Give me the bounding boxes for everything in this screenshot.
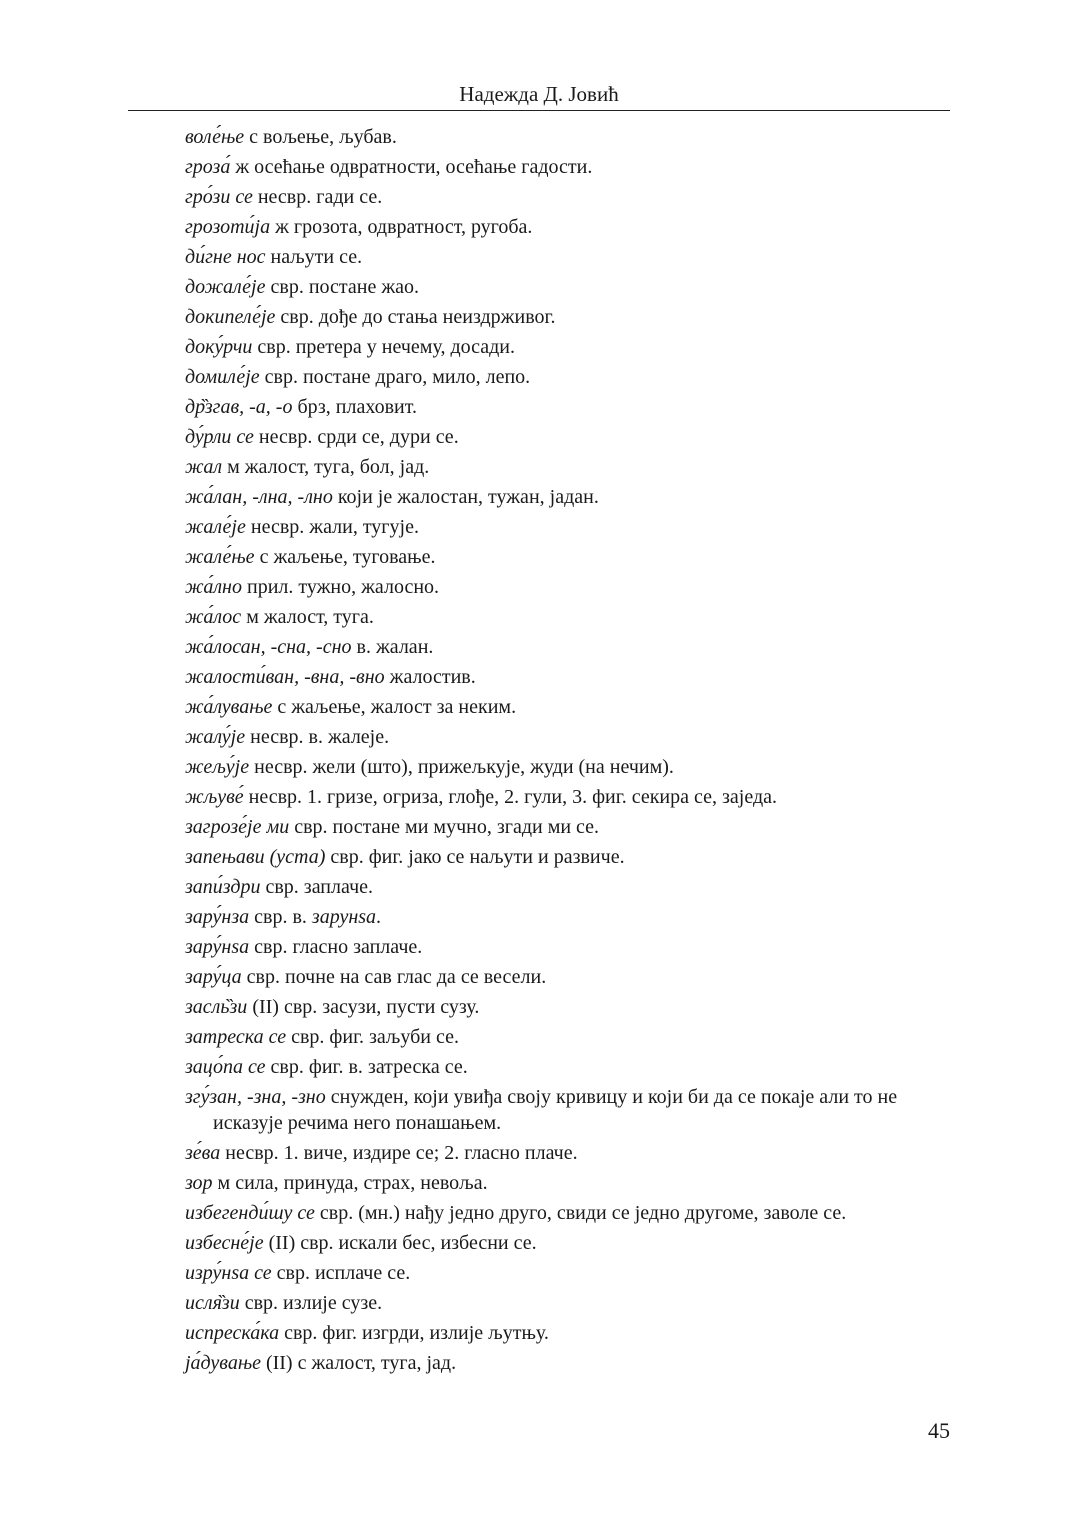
entry-headword: загрозе́је ми bbox=[185, 816, 290, 838]
entry-definition: свр. в. bbox=[249, 906, 312, 928]
dictionary-entries bbox=[185, 122, 960, 1378]
entry-headword: зару́нза bbox=[185, 906, 250, 928]
entry-headword: запи́здри bbox=[185, 876, 261, 898]
entry-headword: жа́лосан, -сна, -сно bbox=[185, 636, 352, 658]
dictionary-entry bbox=[185, 1198, 960, 1228]
entry-definition: свр. постане драго, мило, лепо. bbox=[259, 366, 531, 388]
dictionary-entry bbox=[185, 962, 960, 992]
dictionary-entry bbox=[185, 692, 960, 722]
entry-definition: несвр. срди се, дури се. bbox=[253, 426, 459, 448]
dictionary-entry bbox=[185, 722, 960, 752]
entry-headword: жале́ње bbox=[185, 546, 255, 568]
dictionary-entry bbox=[185, 1348, 960, 1378]
dictionary-entry bbox=[185, 512, 960, 542]
entry-definition: свр. постане жао. bbox=[265, 276, 420, 298]
entry-definition: ж грозота, одвратност, ругоба. bbox=[270, 216, 533, 238]
entry-headword: испреска́ка bbox=[185, 1322, 280, 1344]
entry-definition: ж осећање одвратности, осећање гадости. bbox=[230, 156, 593, 178]
entry-headword: зор bbox=[185, 1172, 213, 1194]
entry-headword: згу́зан, -зна, -зно bbox=[185, 1086, 326, 1108]
dictionary-entry bbox=[185, 272, 960, 302]
dictionary-entry bbox=[185, 872, 960, 902]
entry-headword: изру́нѕа се bbox=[185, 1262, 272, 1284]
entry-definition: свр. (мн.) нађу једно друго, свиди се једно другоме, заволе се. bbox=[314, 1202, 847, 1224]
entry-headword: запењави (уста) bbox=[185, 846, 326, 868]
entry-definition: (II) свр. засузи, пусти сузу. bbox=[247, 996, 480, 1018]
entry-headword: зацо́па се bbox=[185, 1056, 266, 1078]
entry-definition: с жаљење, туговање. bbox=[254, 546, 436, 568]
dictionary-entry bbox=[185, 902, 960, 932]
dictionary-entry bbox=[185, 1138, 960, 1168]
entry-definition: (II) свр. искали бес, избесни се. bbox=[263, 1232, 537, 1254]
dictionary-entry bbox=[185, 662, 960, 692]
dictionary-entry bbox=[185, 422, 960, 452]
entry-definition: снужден, који увиђа своју кривицу и који би да се покаје али то не исказује речима него понашањем. bbox=[213, 1086, 898, 1134]
entry-definition: несвр. в. жалеје. bbox=[245, 726, 390, 748]
entry-definition: свр. дође до стања неиздрживог. bbox=[275, 306, 556, 328]
entry-definition: м жалост, туга. bbox=[241, 606, 374, 628]
dictionary-entry bbox=[185, 1052, 960, 1082]
dictionary-entry bbox=[185, 392, 960, 422]
entry-headword: жалости́ван, -вна, -вно bbox=[185, 666, 385, 688]
entry-headword: избесне́је bbox=[185, 1232, 264, 1254]
dictionary-entry bbox=[185, 1258, 960, 1288]
entry-crossref-headword: зарунѕа bbox=[311, 906, 377, 928]
entry-definition: свр. фиг. јако се наљути и развиче. bbox=[325, 846, 625, 868]
entry-headword: жељу́је bbox=[185, 756, 250, 778]
entry-headword: зару́ца bbox=[185, 966, 242, 988]
entry-definition: с вољење, љубав. bbox=[244, 126, 397, 148]
entry-definition: свр. фиг. в. затреска се. bbox=[265, 1056, 468, 1078]
entry-definition: свр. излије сузе. bbox=[239, 1292, 383, 1314]
entry-headword: дожале́је bbox=[185, 276, 266, 298]
entry-definition: несвр. 1. виче, издире се; 2. гласно плаче. bbox=[220, 1142, 578, 1164]
entry-headword: ја́дување bbox=[185, 1352, 261, 1374]
entry-definition: жалостив. bbox=[384, 666, 476, 688]
entry-headword: воле́ње bbox=[185, 126, 245, 148]
dictionary-entry bbox=[185, 1288, 960, 1318]
page-number: 45 bbox=[928, 1418, 950, 1443]
entry-headword: жа́лување bbox=[185, 696, 273, 718]
dictionary-entry bbox=[185, 1022, 960, 1052]
entry-definition-end: . bbox=[376, 906, 382, 928]
entry-definition: несвр. 1. гризе, огриза, глође, 2. гули, 3. фиг. секира се, заједа. bbox=[243, 786, 778, 808]
entry-headword: жа́лос bbox=[185, 606, 242, 628]
entry-headword: гроза́ bbox=[185, 156, 231, 178]
entry-headword: др̏згав, -а, -о bbox=[185, 396, 293, 418]
dictionary-entry bbox=[185, 542, 960, 572]
dictionary-entry bbox=[185, 632, 960, 662]
dictionary-entry bbox=[185, 212, 960, 242]
dictionary-entry bbox=[185, 362, 960, 392]
entry-headword: жа́лан, -лна, -лно bbox=[185, 486, 333, 508]
dictionary-entry bbox=[185, 992, 960, 1022]
entry-headword: зе́ва bbox=[185, 1142, 221, 1164]
entry-definition: прил. тужно, жалосно. bbox=[241, 576, 440, 598]
dictionary-entry bbox=[185, 782, 960, 812]
entry-definition: брз, плаховит. bbox=[292, 396, 417, 418]
entry-headword: избегенди́шу се bbox=[185, 1202, 315, 1224]
entry-headword: исля̏зи bbox=[185, 1292, 240, 1314]
dictionary-entry bbox=[185, 572, 960, 602]
entry-definition: свр. почне на сав глас да се весели. bbox=[241, 966, 547, 988]
dictionary-entry bbox=[185, 1084, 960, 1136]
entry-headword: гро́зи се bbox=[185, 186, 253, 208]
entry-headword: ди́гне нос bbox=[185, 246, 266, 268]
entry-definition: свр. исплаче се. bbox=[271, 1262, 411, 1284]
dictionary-entry bbox=[185, 482, 960, 512]
entry-definition: наљути се. bbox=[265, 246, 363, 268]
entry-headword: грозоти́ја bbox=[185, 216, 271, 238]
dictionary-entry bbox=[185, 1228, 960, 1258]
dictionary-entry bbox=[185, 752, 960, 782]
entry-headword: жал bbox=[185, 456, 223, 478]
entry-definition: свр. фиг. изгрди, излије љутњу. bbox=[279, 1322, 549, 1344]
entry-definition: несвр. жали, тугује. bbox=[245, 516, 419, 538]
running-header bbox=[128, 80, 950, 108]
header-rule bbox=[128, 110, 950, 111]
entry-definition: м сила, принуда, страх, невоља. bbox=[212, 1172, 488, 1194]
entry-headword: ду́рли се bbox=[185, 426, 254, 448]
dictionary-entry bbox=[185, 602, 960, 632]
dictionary-entry bbox=[185, 122, 960, 152]
entry-headword: жалу́је bbox=[185, 726, 246, 748]
entry-headword: зару́нѕа bbox=[185, 936, 250, 958]
dictionary-entry bbox=[185, 182, 960, 212]
entry-definition: свр. фиг. заљуби се. bbox=[286, 1026, 459, 1048]
entry-headword: доку́рчи bbox=[185, 336, 253, 358]
dictionary-entry bbox=[185, 152, 960, 182]
dictionary-entry bbox=[185, 332, 960, 362]
entry-definition: несвр. жели (што), прижељкује, жуди (на нечим). bbox=[249, 756, 674, 778]
dictionary-entry bbox=[185, 1168, 960, 1198]
dictionary-entry bbox=[185, 242, 960, 272]
entry-definition: в. жалан. bbox=[351, 636, 434, 658]
entry-headword: жљуве́ bbox=[185, 786, 244, 808]
entry-definition: свр. гласно заплаче. bbox=[249, 936, 423, 958]
entry-definition: м жалост, туга, бол, јад. bbox=[222, 456, 430, 478]
entry-definition: с жаљење, жалост за неким. bbox=[272, 696, 517, 718]
dictionary-entry bbox=[185, 812, 960, 842]
entry-definition: свр. заплаче. bbox=[260, 876, 373, 898]
entry-definition: свр. претера у нечему, досади. bbox=[252, 336, 515, 358]
entry-definition: свр. постане ми мучно, згади ми се. bbox=[289, 816, 600, 838]
entry-headword: докипеле́је bbox=[185, 306, 276, 328]
entry-definition: (II) с жалост, туга, јад. bbox=[260, 1352, 457, 1374]
dictionary-entry bbox=[185, 1318, 960, 1348]
entry-headword: жа́лно bbox=[185, 576, 242, 598]
entry-headword: домиле́је bbox=[185, 366, 260, 388]
dictionary-entry bbox=[185, 452, 960, 482]
dictionary-entry bbox=[185, 302, 960, 332]
header-title: Надежда Д. Јовић bbox=[459, 82, 619, 106]
dictionary-entry bbox=[185, 932, 960, 962]
dictionary-entry bbox=[185, 842, 960, 872]
entry-headword: жале́је bbox=[185, 516, 246, 538]
entry-definition: несвр. гади се. bbox=[252, 186, 383, 208]
entry-definition: који је жалостан, тужан, јадан. bbox=[332, 486, 599, 508]
entry-headword: засль̏зи bbox=[185, 996, 248, 1018]
entry-headword: затреска се bbox=[185, 1026, 287, 1048]
